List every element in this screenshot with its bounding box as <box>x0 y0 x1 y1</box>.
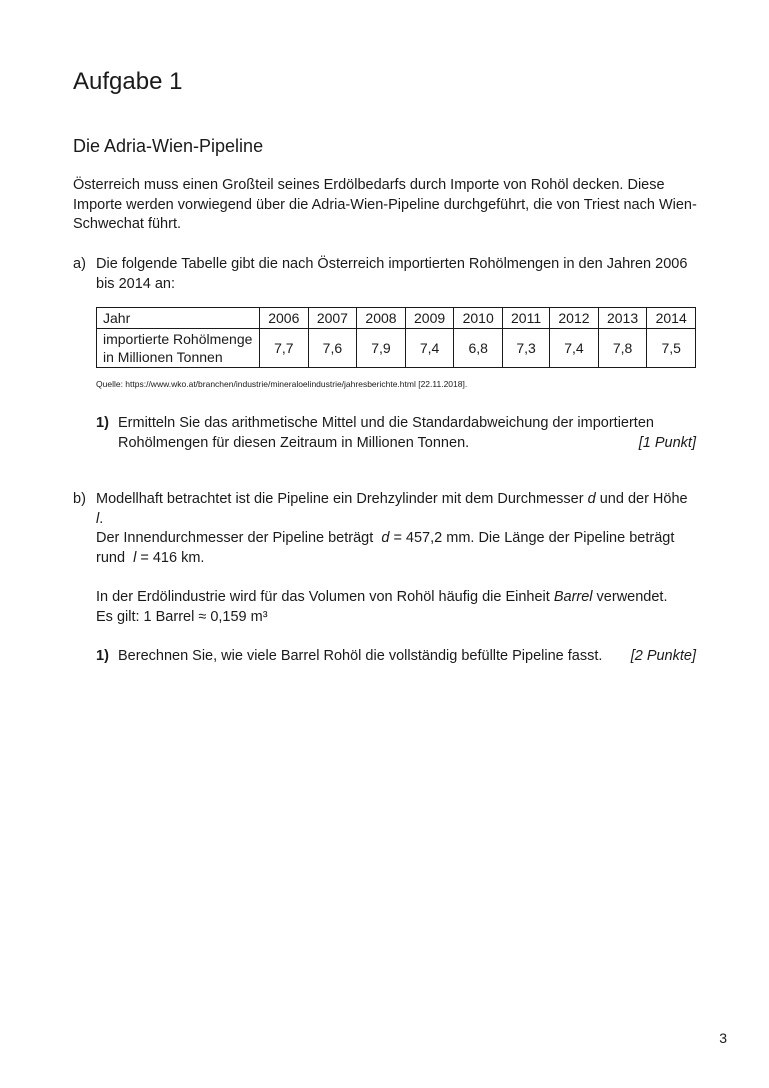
barrel-word: Barrel <box>553 589 593 605</box>
table-cell: 7,5 <box>647 329 696 368</box>
barrel-line2: Es gilt: 1 Barrel ≈ 0,159 m³ <box>96 608 268 625</box>
part-b-q1 <box>118 647 696 667</box>
table-row <box>97 329 696 368</box>
table-cell: 7,9 <box>357 329 406 368</box>
part-b-intro <box>96 490 696 529</box>
part-b-marker: b) <box>73 491 86 507</box>
part-a-q1-line1: Ermitteln Sie das arithmetische Mittel und die Standardabweichung der importierten <box>118 415 654 431</box>
barrel-text2: verwendet. <box>596 589 668 605</box>
table-cell: 2013 <box>598 308 647 329</box>
table-cell: 2008 <box>357 308 406 329</box>
table-cell: 7,4 <box>550 329 599 368</box>
amount-label-line2: in Millionen Tonnen <box>103 349 223 365</box>
variable-l: l <box>96 510 100 527</box>
table-cell: 2011 <box>502 308 549 329</box>
part-b-barrel <box>96 588 696 627</box>
dim-eq2: = 416 km. <box>140 549 205 566</box>
table-header-year: Jahr <box>97 308 260 329</box>
variable-l: l <box>133 549 137 566</box>
part-a-text: Die folgende Tabelle gibt die nach Österreich importierten Rohölmengen in den Jahren 2006 bis 2014 an: <box>96 256 688 292</box>
page-heading: Aufgabe 1 <box>73 68 183 95</box>
part-a-q1-points: [1 Punkt] <box>638 434 696 451</box>
part-a-q1-number: 1) <box>96 415 109 431</box>
table-cell: 2012 <box>550 308 599 329</box>
table-cell: 2006 <box>260 308 309 329</box>
table-cell: 7,6 <box>308 329 357 368</box>
page-number: 3 <box>719 1030 727 1046</box>
table-cell: 2009 <box>405 308 454 329</box>
part-a-q1-line2: Rohölmengen für diesen Zeitraum in Millionen Tonnen. <box>118 434 470 451</box>
part-b-line1-mid: und der Höhe <box>599 491 688 507</box>
variable-d: d <box>587 491 596 507</box>
dim-eq1: = 457,2 mm. Die Länge der Pipeline beträgt <box>393 530 675 546</box>
table-cell: 6,8 <box>454 329 503 368</box>
table-cell: 2014 <box>647 308 696 329</box>
amount-label-line1: importierte Rohölmenge <box>103 331 253 347</box>
table-cell: 7,4 <box>405 329 454 368</box>
part-b-q1-number: 1) <box>96 648 109 664</box>
part-b-q1-text: Berechnen Sie, wie viele Barrel Rohöl die vollständig befüllte Pipeline fasst. <box>118 648 603 664</box>
oil-import-table <box>96 307 696 368</box>
variable-d: d <box>381 530 390 546</box>
part-a-q1-line2-wrap <box>118 434 696 454</box>
part-b-line1: Modellhaft betrachtet ist die Pipeline ein Drehzylinder mit dem Durchmesser <box>96 491 584 507</box>
table-row <box>97 308 696 329</box>
section-title: Die Adria-Wien-Pipeline <box>73 136 264 156</box>
table-cell: 7,7 <box>260 329 309 368</box>
table-source: Quelle: https://www.wko.at/branchen/industrie/mineraloelindustrie/jahresberichte.html [22.11.2018]. <box>96 379 468 389</box>
part-a-marker: a) <box>73 256 86 272</box>
part-b-line1-end: . <box>99 510 104 527</box>
table-cell: 2007 <box>308 308 357 329</box>
table-cell: 7,3 <box>502 329 549 368</box>
part-b-q1-points: [2 Punkte] <box>630 648 696 664</box>
barrel-text1: In der Erdölindustrie wird für das Volumen von Rohöl häufig die Einheit <box>96 589 550 605</box>
table-header-amount <box>97 329 260 368</box>
part-a-q1 <box>118 414 696 453</box>
dim-rund: rund <box>96 549 126 566</box>
intro-paragraph: Österreich muss einen Großteil seines Erdölbedarfs durch Importe von Rohöl decken. Diese Importe werden vorwiegend über die Adria-Wien-Pipeline durchgeführt, die von Triest nach Wien-Schwechat führt. <box>73 177 697 232</box>
dim-text1: Der Innendurchmesser der Pipeline beträgt <box>96 530 374 546</box>
barrel-line1 <box>96 588 696 608</box>
table-cell: 2010 <box>454 308 503 329</box>
table-cell: 7,8 <box>598 329 647 368</box>
part-b-dimensions <box>96 529 696 568</box>
